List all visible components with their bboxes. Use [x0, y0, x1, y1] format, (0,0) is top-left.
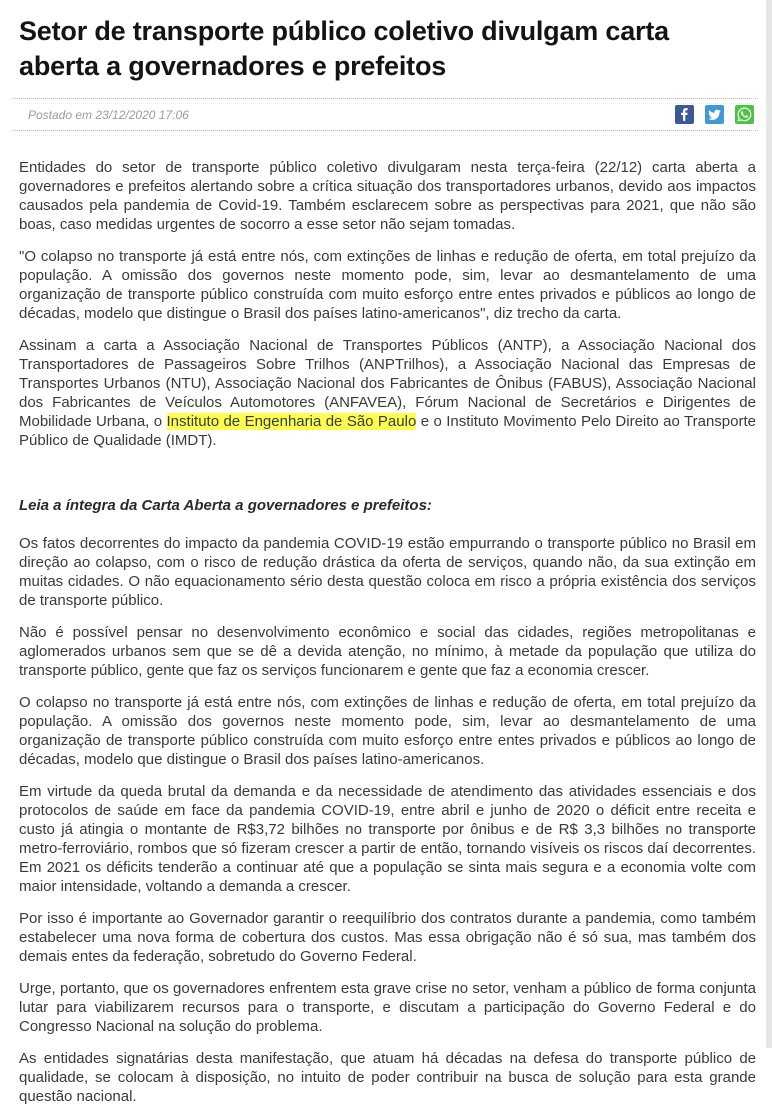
facebook-share-icon[interactable] [675, 105, 694, 124]
letter-paragraph: Não é possível pensar no desenvolvimento econômico e social das cidades, regiões metropolitanas e aglomerados urbanos sem que se dê a devida atenção, no mínimo, à metade da população que utiliza do transporte público, gente que faz os serviços funcionarem e gente que faz a economia crescer. [19, 624, 756, 679]
facebook-icon [675, 105, 694, 124]
whatsapp-icon [735, 105, 754, 124]
letter-paragraph: Os fatos decorrentes do impacto da pandemia COVID-19 estão empurrando o transporte público no Brasil em direção ao colapso, com o risco de redução drástica da oferta de serviços, quando não, da sua extinção em muitas cidades. O não equacionamento sério desta questão coloca em risco a própria existência dos serviços de transporte público. [19, 535, 756, 609]
posted-date: Postado em 23/12/2020 17:06 [28, 107, 189, 122]
page-edge-strip [766, 0, 772, 1048]
letter-heading: Leia a íntegra da Carta Aberta a governadores e prefeitos: [19, 497, 432, 514]
letter-paragraph: Urge, portanto, que os governadores enfrentem esta grave crise no setor, venham a público de forma conjunta lutar para viabilizarem recursos para o transporte, e discutam a participação do Governo Federal e do Congresso Nacional na solução do problema. [19, 980, 756, 1035]
letter-paragraph: O colapso no transporte já está entre nós, com extinções de linhas e redução de oferta, em total prejuízo da população. A omissão dos governos neste momento pode, sim, levar ao desmantelamento de uma organização de transporte público construída com muito esforço entre entes privados e públicos ao longo de décadas, modelo que distingue o Brasil dos países latino-americanos. [19, 694, 756, 768]
signatories-paragraph [19, 336, 756, 450]
letter-paragraph: Em virtude da queda brutal da demanda e da necessidade de atendimento das atividades essenciais e dos protocolos de saúde em face da pandemia COVID-19, entre abril e junho de 2020 o déficit entre receita e custo já atingia o montante de R$3,72 bilhões no transporte por ônibus e de R$ 3,3 bilhões no transporte metro-ferroviário, rombos que só fizeram crescer a partir de então, tornando visíveis os riscos daí decorrentes. Em 2021 os déficits tenderão a continuar até que a população se sinta mais segura e a economia volte com maior intensidade, voltando a demanda a crescer. [19, 783, 756, 895]
twitter-share-icon[interactable] [705, 105, 724, 124]
quote-paragraph: "O colapso no transporte já está entre nós, com extinções de linhas e redução de oferta, em total prejuízo da população. A omissão dos governos neste momento pode, sim, levar ao desmantelamento de uma organização de transporte público construída com muito esforço entre entes privados e públicos ao longo de décadas, modelo que distingue o Brasil dos países latino-americanos", diz trecho da carta. [19, 248, 756, 322]
page-title: Setor de transporte público coletivo divulgam carta aberta a governadores e prefeitos [19, 16, 669, 81]
twitter-icon [705, 105, 724, 124]
whatsapp-share-icon[interactable] [735, 105, 754, 124]
intro-paragraph: Entidades do setor de transporte público coletivo divulgaram nesta terça-feira (22/12) carta aberta a governadores e prefeitos alertando sobre a crítica situação dos transportadores urbanos, devido aos impactos causados pela pandemia de Covid-19. Também esclarecem sobre as perspectivas para 2021, que não são boas, caso medidas urgentes de socorro a esse setor não sejam tomadas. [19, 159, 756, 233]
meta-bar [13, 98, 758, 131]
letter-paragraph: As entidades signatárias desta manifestação, que atuam há décadas na defesa do transporte público de qualidade, se colocam à disposição, no intuito de poder contribuir na busca de solução para esta grande questão nacional. [19, 1050, 756, 1105]
highlighted-text: Instituto de Engenharia de São Paulo [166, 413, 417, 430]
signatories-text-before: Assinam a carta a Associação Nacional de Transportes Públicos (ANTP), a Associação Nacional dos Transportadores de Passageiros Sobre Trilhos (ANPTrilhos), a Associação Nacional das Empresas de Transportes Urbanos (NTU), Associação Nacional dos Fabricantes de Ônibus (FABUS), Associação Nacional dos Fabricantes de Veículos Automotores (ANFAVEA), Fórum Nacional de Secretários e Dirigentes de Mobilidade Urbana, o [19, 337, 756, 430]
signatories-text-after: e o Instituto Movimento Pelo Direito ao Transporte Público de Qualidade (IMDT). [19, 413, 756, 449]
share-buttons [675, 105, 754, 124]
article-body [19, 158, 756, 1106]
letter-paragraph: Por isso é importante ao Governador garantir o reequilíbrio dos contratos durante a pandemia, como também estabelecer uma nova forma de cobertura dos custos. Mas essa obrigação não é só sua, mas também dos demais entes da federação, sobretudo do Governo Federal. [19, 910, 756, 965]
